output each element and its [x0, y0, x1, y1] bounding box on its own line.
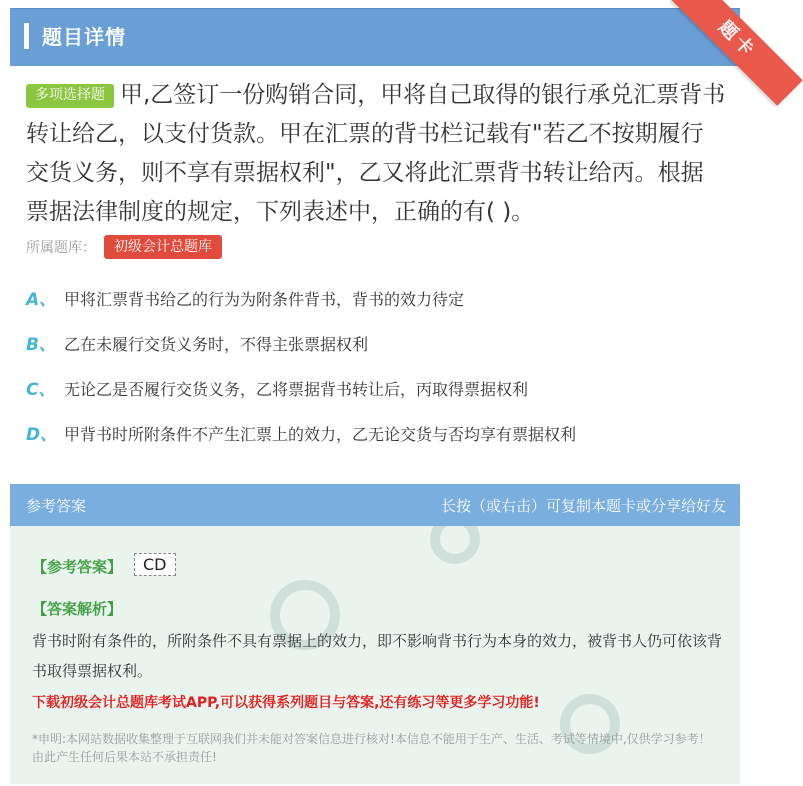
- share-hint: 长按（或右击）可复制本题卡或分享给好友: [440, 497, 726, 515]
- option-letter: A、: [26, 290, 57, 310]
- option-d[interactable]: [26, 421, 726, 466]
- disclaimer-text: *申明:本网站数据收集整理于互联网我们并未能对答案信息进行核对!本信息不能用于生产、生活、考试等情境中,仅供学习参考！由此产生任何后果本站不承担责任!: [32, 732, 711, 764]
- analysis-label: 【答案解析】: [32, 600, 123, 618]
- question-type-badge: 多项选择题: [26, 84, 114, 108]
- source-row: [26, 234, 222, 260]
- question-text: 甲,乙签订一份购销合同，甲将自己取得的银行承兑汇票背书转让给乙，以支付货款。甲在汇票的背书栏记载有"若乙不按期履行交货义务，则不享有票据权利"，乙又将此汇票背书转让给丙。根据票据法律制度的规定，下列表述中，正确的有( )。: [26, 82, 726, 225]
- answer-value: CD: [134, 553, 176, 576]
- option-text: 甲将汇票背书给乙的行为为附条件背书，背书的效力待定: [64, 290, 465, 309]
- header-accent-bar: [24, 23, 29, 49]
- analysis-text: 背书时附有条件的，所附条件不具有票据上的效力，即不影响背书行为本身的效力，被背书人仍可依该背书取得票据权利。: [32, 632, 723, 680]
- page-header: [10, 8, 740, 66]
- question-text-block: [26, 76, 726, 232]
- option-a[interactable]: [26, 286, 726, 331]
- answer-section: [10, 484, 740, 784]
- option-text: 无论乙是否履行交货义务，乙将票据背书转让后，丙取得票据权利: [64, 380, 529, 399]
- option-b[interactable]: [26, 331, 726, 376]
- answer-label: 【参考答案】: [32, 558, 123, 576]
- option-letter: D、: [26, 425, 58, 445]
- option-c[interactable]: [26, 376, 726, 421]
- answer-header: [10, 484, 740, 526]
- download-promo-link[interactable]: 下载初级会计总题库考试APP,可以获得系列题目与答案,还有练习等更多学习功能!: [32, 695, 540, 711]
- source-label: 所属题库：: [26, 240, 96, 256]
- option-letter: B、: [26, 335, 56, 355]
- source-badge[interactable]: 初级会计总题库: [104, 235, 222, 259]
- answer-header-title: 参考答案: [26, 497, 87, 515]
- options-list: [26, 286, 726, 466]
- page-title: 题目详情: [42, 25, 126, 49]
- option-letter: C、: [26, 380, 56, 400]
- option-text: 甲背书时所附条件不产生汇票上的效力，乙无论交货与否均享有票据权利: [64, 425, 577, 444]
- corner-ribbon-label: 题卡: [671, 0, 803, 106]
- option-text: 乙在未履行交货义务时，不得主张票据权利: [64, 335, 369, 354]
